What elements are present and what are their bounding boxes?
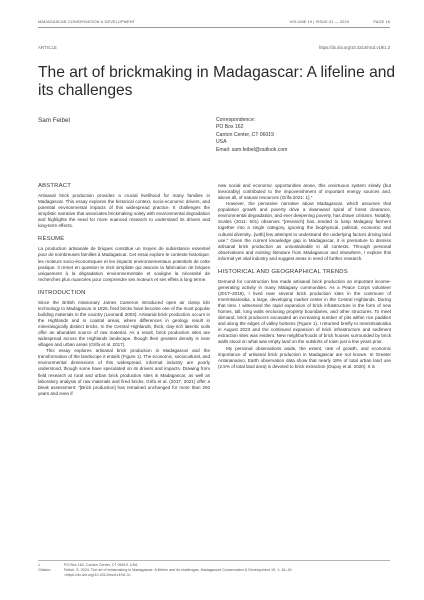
- section-heading-history: HISTORICAL AND GEOGRAPHICAL TRENDS: [218, 268, 348, 275]
- resume-text: La production artisanale de briques constitue un moyen de subsistance essentiel pour de nombreuses familles à Madagascar. Cet essai explore le contexte historique, les moteurs socio-économiques et les impacts environnementaux potentiels de cette pratique. Il remet en question le récit simpliste qui associe la fabrication de briques uniquement à la dégradation environnementale et souligne la nécessité de recherches plus nuancées pour comprendre ses moteurs et ses effets à long terme.: [38, 246, 210, 282]
- introduction-paragraph: This essay explores artisanal brick production in Madagascar and the transformation of the landscope it entails (Figure 1). The economic, sociocultural, and environmental dimensions of this widespread, informal industry are poorly understood, though some have speculated on its drivers and impacts. Drawing from field research at rural and urban brick production sites in Madagascar, as well as laboratory analysis of raw materials and fired bricks, Grifa et al. (2017, 2021) offer a bleak assessment: "[Brick production] has remained unchanged for more than 200 years and even if: [38, 348, 210, 396]
- footer-rule: [38, 560, 390, 561]
- footer-page-number: 1: [38, 563, 41, 567]
- section-paragraph: Demand for construction has made artisanal brick production an important income-generating activity in many Malagasy communities. As a Peace Corps volunteer (2017–2019), I lived near several brick production sites in the commune of Imerintsiatosika, a large, developing market center in the Central Highlands. During that time, I witnessed the rapid expansion of brick infrastructure in the form of new homes, tall, long walls enclosing property boundaries, and other structures. To meet demand, brick producers excavated an increasing number of pits within rice paddies and along the edges of valley bottoms (Figure 1). I returned briefly to Imerintsiatosika in August 2023 and the continued expansion of brick infrastructure and sediment extraction sites was evident. New neighborhoods of brick houses surrounded by brick walls stood on what was empty land on the outskirts of town just a few years prior.: [218, 278, 391, 345]
- article-type-label: ARTICLE: [38, 45, 58, 50]
- correspondence-block: [216, 117, 366, 154]
- body-paragraph: However, the pervasive narrative about Madagascar, which assumes that population growth and poverty drive a downward spiral of forest clearance, environmental degradation, and ever deepening poverty, has drawn criticism. Notably, Scales (2011: 501) observes "[research] has...tended to lump Malagasy farmers together into a single category, ignoring the biophysical, political, economic and cultural diversity...[with] few attempts to understand the underlying factors driving land use." Given the current knowledge gap in Madagascar, it is premature to dismiss artisanal brick production as unsustainable in all contexts. Through personal observations and existing literature from Madagascar and elsewhere, I explore this informal yet vital industry and suggest areas in need of further research.: [218, 201, 391, 261]
- correspondence-line: PO Box 162: [216, 124, 244, 131]
- correspondence-email[interactable]: Email: sam.feibel@outlook.com: [216, 146, 288, 153]
- introduction-paragraph: Since the British missionary James Cameron introduced open air clamp kiln technology to Madagascar in 1826, fired bricks have become one of the most popular building materials in the country (Leonardi 2003). Artisanal brick production occurs in the Highlands and in coastal areas, where differences in geology result in mineralogically distinct bricks. In the Central Highlands, thick, clay-rich lateritic soils offer an abundant source of raw material. As a result, brick production sites are widespread across the Highlands landscape, though their greatest density is near villages and urban areas (Grifa et al. 2017).: [38, 299, 210, 348]
- header-rule: [38, 27, 390, 28]
- correspondence-line: USA: [216, 139, 227, 146]
- issue-info: VOLUME 19 | ISSUE 01 — 2024: [289, 19, 349, 24]
- resume-heading: RÉSUMÉ: [38, 236, 65, 243]
- footer-left: [38, 563, 58, 573]
- doi-link[interactable]: https://dx.doi.org/10.4314/mcd.v19i1.3: [319, 45, 390, 50]
- abstract-heading: ABSTRACT: [38, 183, 72, 189]
- introduction-heading: INTRODUCTION: [38, 289, 86, 296]
- author-name: Sam Feibel: [38, 117, 70, 124]
- section-paragraph: My personal observations aside, the extent, rate of growth, and economic importance of artisanal brick production in Madagascar are not known. In Greater Antananarivo, Earth observation data show that nearly 18% of total urban land use (2.5% of total land area) is devoted to brick extraction (Dupuy et al. 2020). It is: [218, 345, 391, 369]
- journal-name: MADAGASCAR CONSERVATION & DEVELOPMENT: [38, 19, 136, 24]
- right-column: [218, 183, 391, 370]
- page-label: PAGE 16: [373, 19, 390, 24]
- footer-link[interactable]: <https://dx.doi.org/10.4314/mcd.v19i1.3>: [64, 573, 131, 577]
- footer-citation-label: Citation: [38, 568, 51, 572]
- abstract-text: Artisanal brick production provides a crucial livelihood for many families in Madagascar. This essay explores the historical context, socio-economic drivers, and potential environmental impacts of this widespread practice. It challenges the simplistic narrative that associates brickmaking solely with environmental degradation and highlights the need for more nuanced research to understand its drivers and long-term effects.: [38, 193, 210, 229]
- correspondence-line: Canton Center, CT 06019: [216, 131, 274, 138]
- correspondence-heading: Correspondence:: [216, 117, 256, 123]
- left-column: [38, 183, 210, 397]
- running-head-right: [289, 19, 390, 24]
- footer-right: [64, 563, 384, 578]
- footer-citation: Feibel, S. 2024. The art of brickmaking in Madagascar: A lifeline and its challenges. Madagascar Conservation & Development 19, 1: 16–19.: [64, 568, 293, 572]
- body-paragraph: new social and economic opportunities arose, this unvirtuous system slowly (but inexorably) contributed to the impoverishment of important energy sources and, above all, of natural resources (Grifa 2021: 1).": [218, 183, 391, 201]
- footer-address: PO Box 162, Canton Center, CT 06019, USA: [64, 563, 138, 567]
- article-title: The art of brickmaking in Madagascar: A lifeline and its challenges: [38, 64, 396, 99]
